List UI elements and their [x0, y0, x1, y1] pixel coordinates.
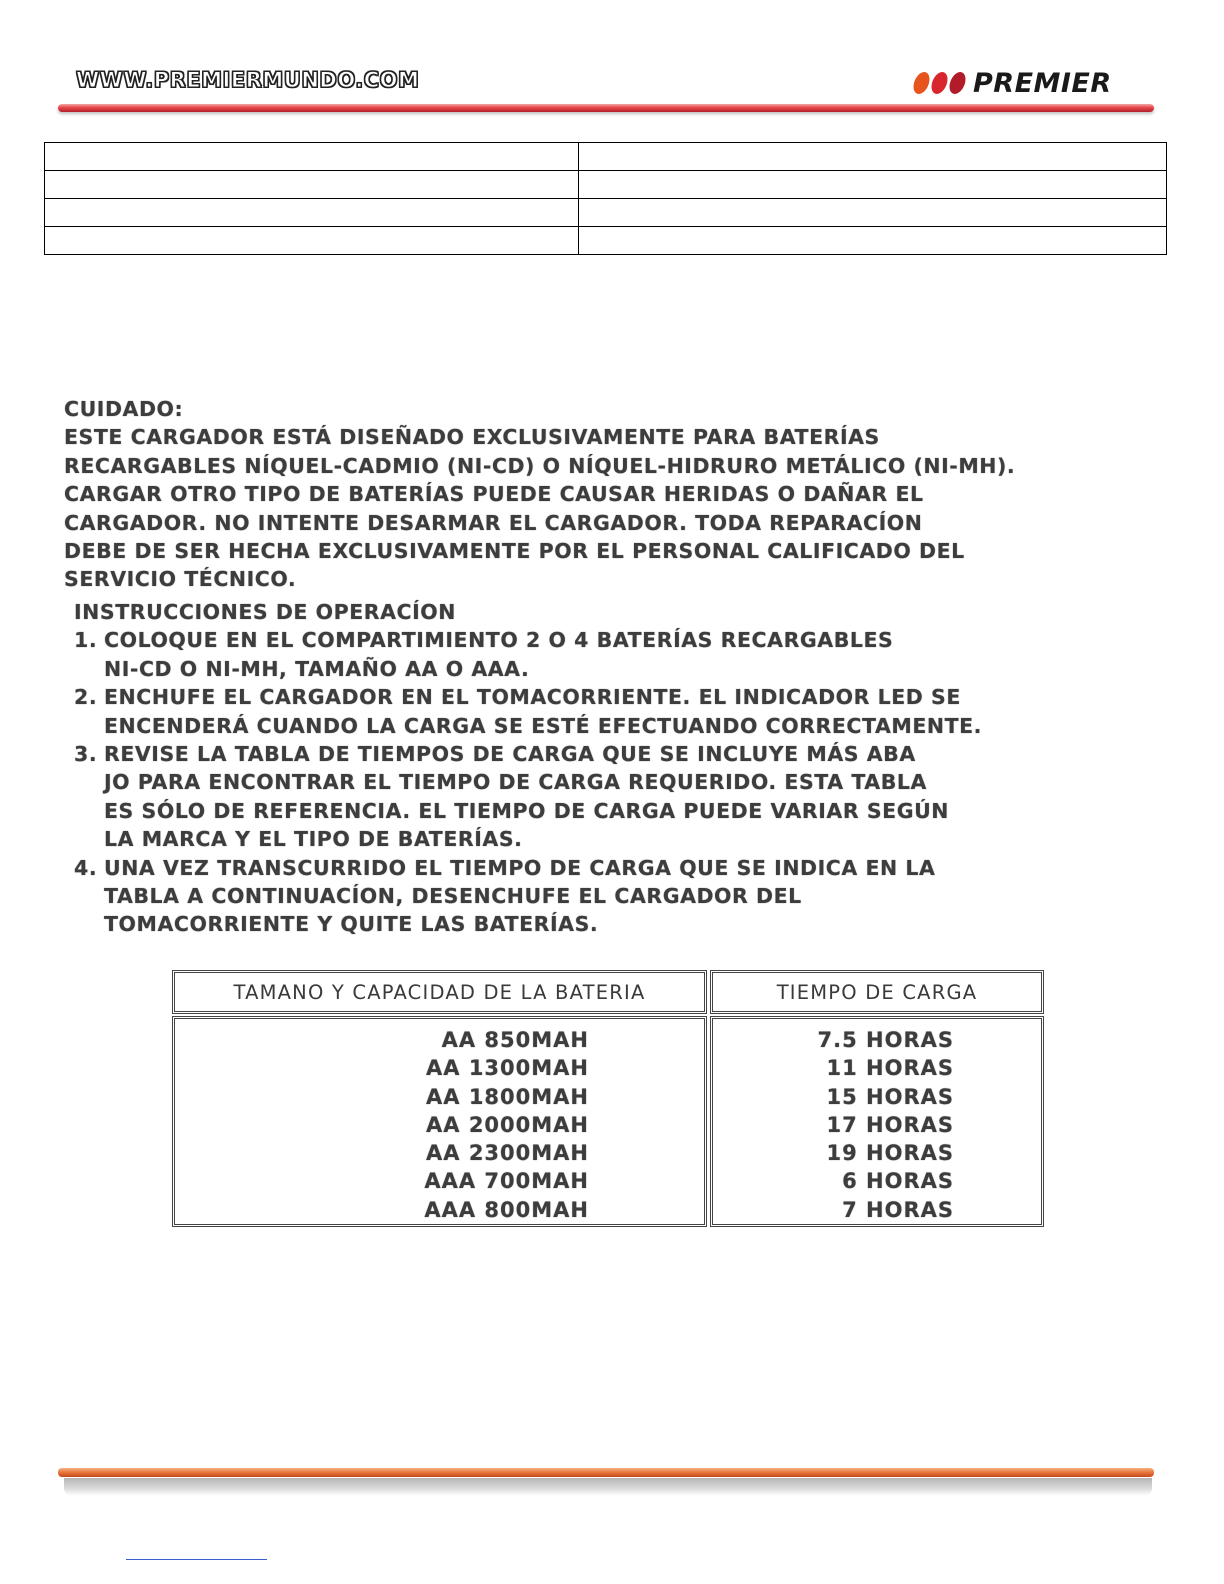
- table-cell: [579, 199, 1167, 227]
- step-line: LA MARCA Y EL TIPO DE BATERÍAS.: [104, 827, 523, 852]
- caution-line: SERVICIO TÉCNICO.: [64, 567, 297, 592]
- header-divider: [58, 104, 1154, 112]
- empty-table: [44, 142, 1167, 255]
- step-number: 4.: [74, 855, 98, 880]
- battery-item: AA 2000MAH: [426, 1112, 589, 1137]
- logo-dot-3: [947, 72, 967, 94]
- charge-time-table: [172, 970, 1044, 1227]
- instruction-step-2: [74, 683, 1174, 740]
- step-line: COLOQUE EN EL COMPARTIMIENTO 2 O 4 BATERÍAS RECARGABLES: [104, 628, 894, 653]
- step-line: UNA VEZ TRANSCURRIDO EL TIEMPO DE CARGA QUE SE INDICA EN LA: [104, 855, 936, 880]
- brand-logo: [914, 68, 1112, 98]
- caution-line: ESTE CARGADOR ESTÁ DISEÑADO EXCLUSIVAMENTE PARA BATERÍAS: [64, 425, 880, 450]
- battery-header-cell: [172, 970, 707, 1014]
- step-number: 2.: [74, 685, 98, 710]
- battery-list-cell: [172, 1016, 707, 1227]
- table-cell: [45, 171, 579, 199]
- battery-item: AA 1300MAH: [426, 1056, 589, 1081]
- footer-shadow: [64, 1478, 1152, 1496]
- table-row: [45, 171, 1167, 199]
- instruction-step-1: [74, 626, 1174, 683]
- caution-line: CARGADOR. NO INTENTE DESARMAR EL CARGADOR. TODA REPARACÍON: [64, 510, 923, 535]
- time-item: 17 HORAS: [826, 1112, 954, 1137]
- battery-item: AAA 700MAH: [424, 1169, 589, 1194]
- step-line: REVISE LA TABLA DE TIEMPOS DE CARGA QUE SE INCLUYE MÁS ABA: [104, 742, 916, 767]
- caution-line: DEBE DE SER HECHA EXCLUSIVAMENTE POR EL PERSONAL CALIFICADO DEL: [64, 539, 965, 564]
- site-url[interactable]: WWW.PREMIERMUNDO.COM: [76, 68, 420, 92]
- instructions-title: INSTRUCCIONES DE OPERACÍON: [74, 600, 456, 624]
- caution-line: CARGAR OTRO TIPO DE BATERÍAS PUEDE CAUSAR HERIDAS O DAÑAR EL: [64, 482, 924, 507]
- caution-notice: [64, 395, 1174, 594]
- caution-title: CUIDADO:: [64, 397, 184, 421]
- battery-item: AA 850MAH: [441, 1028, 589, 1052]
- step-line: NI-CD O NI-MH, TAMAÑO AA O AAA.: [104, 656, 530, 681]
- logo-dot-1: [911, 72, 931, 94]
- battery-list: [424, 1026, 589, 1224]
- table-row: [45, 143, 1167, 171]
- time-header: TIEMPO DE CARGA: [776, 980, 978, 1004]
- battery-item: AAA 800MAH: [424, 1197, 589, 1222]
- battery-item: AA 1800MAH: [426, 1084, 589, 1109]
- time-item: 7.5 HORAS: [817, 1028, 954, 1052]
- battery-item: AA 2300MAH: [426, 1141, 589, 1166]
- table-row: [45, 227, 1167, 255]
- instruction-step-3: [74, 740, 1174, 854]
- table-cell: [579, 143, 1167, 171]
- operating-instructions: [74, 598, 1174, 939]
- table-row: [45, 199, 1167, 227]
- footer-link-underline[interactable]: [126, 1559, 267, 1560]
- table-cell: [45, 227, 579, 255]
- caution-line: RECARGABLES NÍQUEL-CADMIO (NI-CD) O NÍQUEL-HIDRURO METÁLICO (NI-MH).: [64, 453, 1016, 478]
- step-number: 1.: [74, 628, 98, 653]
- step-line: TABLA A CONTINUACÍON, DESENCHUFE EL CARGADOR DEL: [104, 884, 802, 909]
- step-line: ES SÓLO DE REFERENCIA. EL TIEMPO DE CARGA PUEDE VARIAR SEGÚN: [104, 798, 949, 823]
- time-item: 6 HORAS: [842, 1169, 954, 1194]
- brand-name: PREMIER: [973, 67, 1112, 99]
- time-item: 7 HORAS: [842, 1197, 954, 1222]
- battery-header: TAMANO Y CAPACIDAD DE LA BATERIA: [233, 980, 646, 1004]
- step-number: 3.: [74, 742, 98, 767]
- step-line: JO PARA ENCONTRAR EL TIEMPO DE CARGA REQUERIDO. ESTA TABLA: [104, 770, 927, 795]
- step-line: TOMACORRIENTE Y QUITE LAS BATERÍAS.: [104, 912, 599, 937]
- table-cell: [45, 143, 579, 171]
- step-line: ENCENDERÁ CUANDO LA CARGA SE ESTÉ EFECTUANDO CORRECTAMENTE.: [104, 713, 983, 738]
- time-list: [818, 1026, 955, 1224]
- step-line: ENCHUFE EL CARGADOR EN EL TOMACORRIENTE. EL INDICADOR LED SE: [104, 685, 961, 710]
- instruction-step-4: [74, 854, 1174, 939]
- logo-dots: [914, 72, 965, 94]
- table-cell: [579, 171, 1167, 199]
- time-item: 11 HORAS: [826, 1056, 954, 1081]
- table-cell: [45, 199, 579, 227]
- time-item: 15 HORAS: [826, 1084, 954, 1109]
- time-item: 19 HORAS: [826, 1141, 954, 1166]
- table-cell: [579, 227, 1167, 255]
- time-header-cell: [710, 970, 1044, 1014]
- logo-dot-2: [929, 72, 949, 94]
- time-list-cell: [710, 1016, 1044, 1227]
- footer-divider: [58, 1468, 1154, 1477]
